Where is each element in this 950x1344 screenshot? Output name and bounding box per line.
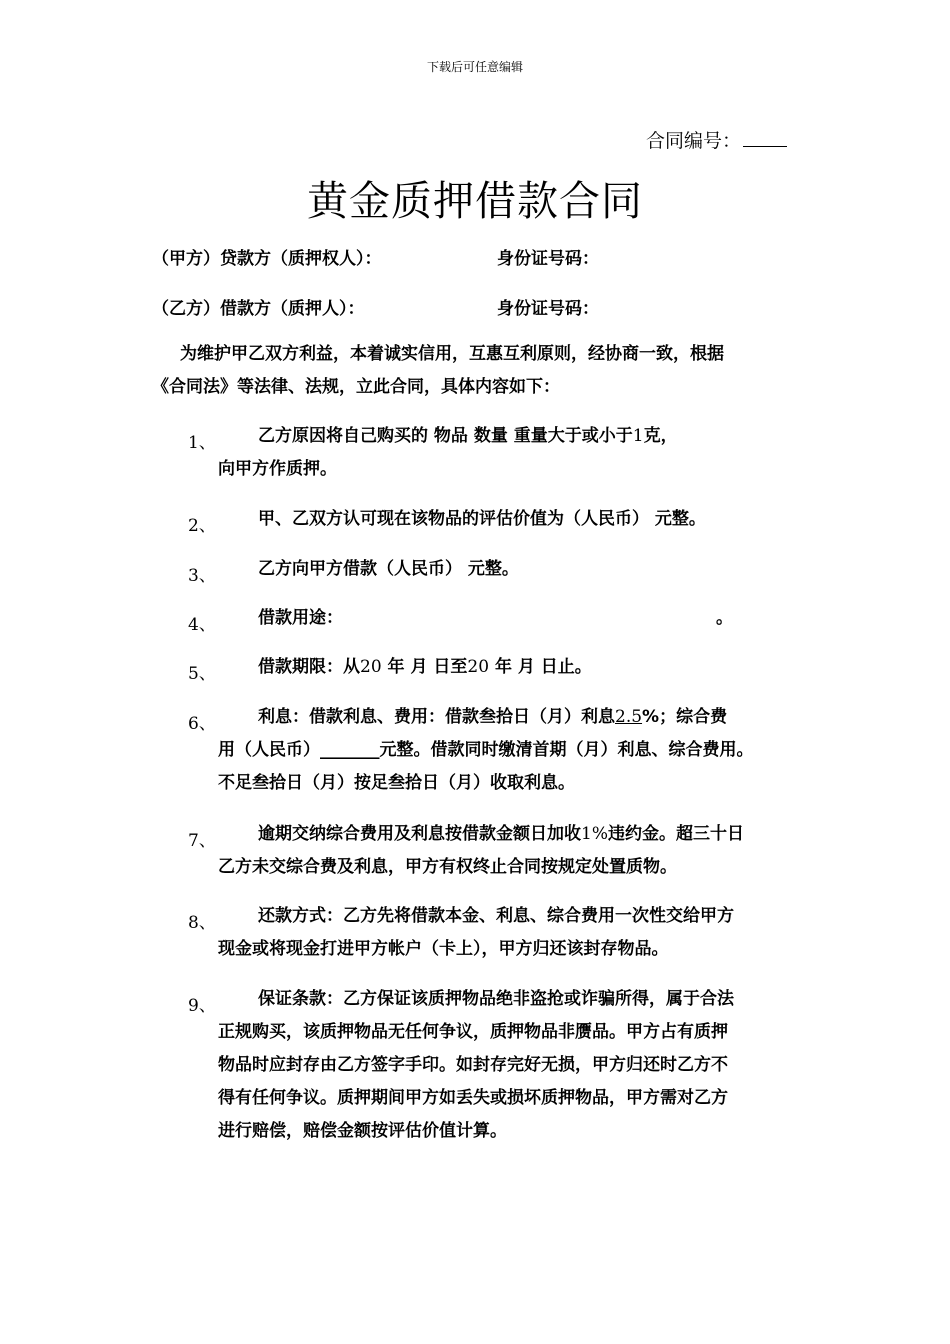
intro-line-1: 为维护甲乙双方利益，本着诚实信用，互惠互利原则，经协商一致，根据 — [180, 344, 724, 364]
clause-2-line-1: 甲、乙双方认可现在该物品的评估价值为（人民币） 元整。 — [258, 509, 706, 529]
clause-8-line-2: 现金或将现金打进甲方帐户（卡上），甲方归还该封存物品。 — [218, 939, 669, 959]
party-b-id-label: 身份证号码： — [497, 299, 599, 319]
clause-5-number: 5、 — [188, 664, 216, 684]
clause-4-number: 4、 — [188, 615, 216, 635]
clause-7-number: 7、 — [188, 831, 216, 851]
contract-number-label: 合同编号： — [646, 130, 742, 152]
clause-9-line-1: 保证条款：乙方保证该质押物品绝非盗抢或诈骗所得，属于合法 — [258, 989, 734, 1009]
clause-5-line-1: 借款期限：从20 年 月 日至20 年 月 日止。 — [258, 657, 592, 677]
clause-4-end-mark: 。 — [716, 608, 733, 628]
clause-9-line-5: 进行赔偿，赔偿金额按评估价值计算。 — [218, 1121, 507, 1141]
clause-6-line-1: 利息：借款利息、费用：借款叁拾日（月）利息2.5%；综合费 — [258, 707, 728, 727]
clause-9-line-4: 得有任何争议。质押期间甲方如丢失或损坏质押物品，甲方需对乙方 — [218, 1088, 728, 1108]
party-b-label: （乙方）借款方（质押人）： — [152, 299, 365, 319]
clause-1-line-1: 乙方原因将自己购买的 物品 数量 重量大于或小于1克， — [258, 426, 678, 446]
clause-1-number: 1、 — [188, 433, 216, 453]
intro-line-2: 《合同法》等法律、法规，立此合同，具体内容如下： — [152, 377, 560, 397]
document-title: 黄金质押借款合同 — [307, 177, 643, 225]
clause-3-line-1: 乙方向甲方借款（人民币） 元整。 — [258, 559, 519, 579]
contract-number-blank — [743, 128, 787, 147]
clause-7-line-1: 逾期交纳综合费用及利息按借款金额日加收1%违约金。超三十日 — [258, 824, 744, 844]
clause-8-number: 8、 — [188, 913, 216, 933]
party-a-id-label: 身份证号码： — [497, 249, 599, 269]
clause-6-line-3: 不足叁拾日（月）按足叁拾日（月）收取利息。 — [218, 773, 575, 793]
clause-1-line-2: 向甲方作质押。 — [218, 459, 337, 479]
intro-paragraph — [152, 338, 822, 404]
party-a-label: （甲方）贷款方（质押权人）： — [152, 249, 382, 269]
clause-4-line-1: 借款用途： — [258, 608, 343, 628]
clause-9-number: 9、 — [188, 996, 216, 1016]
clause-3-number: 3、 — [188, 566, 216, 586]
clause-7-line-2: 乙方未交综合费及利息，甲方有权终止合同按规定处置质物。 — [218, 857, 677, 877]
contract-number — [646, 126, 787, 153]
clause-9-line-2: 正规购买，该质押物品无任何争议，质押物品非赝品。甲方占有质押 — [218, 1022, 728, 1042]
clause-9-line-3: 物品时应封存由乙方签字手印。如封存完好无损，甲方归还时乙方不 — [218, 1055, 728, 1075]
clause-6-line-2: 用（人民币）_______元整。借款同时缴清首期（月）利息、综合费用。 — [218, 740, 754, 760]
clause-8-line-1: 还款方式：乙方先将借款本金、利息、综合费用一次性交给甲方 — [258, 906, 734, 926]
header-note: 下载后可任意编辑 — [426, 60, 523, 74]
clause-2-number: 2、 — [188, 516, 216, 536]
clause-6-number: 6、 — [188, 714, 216, 734]
